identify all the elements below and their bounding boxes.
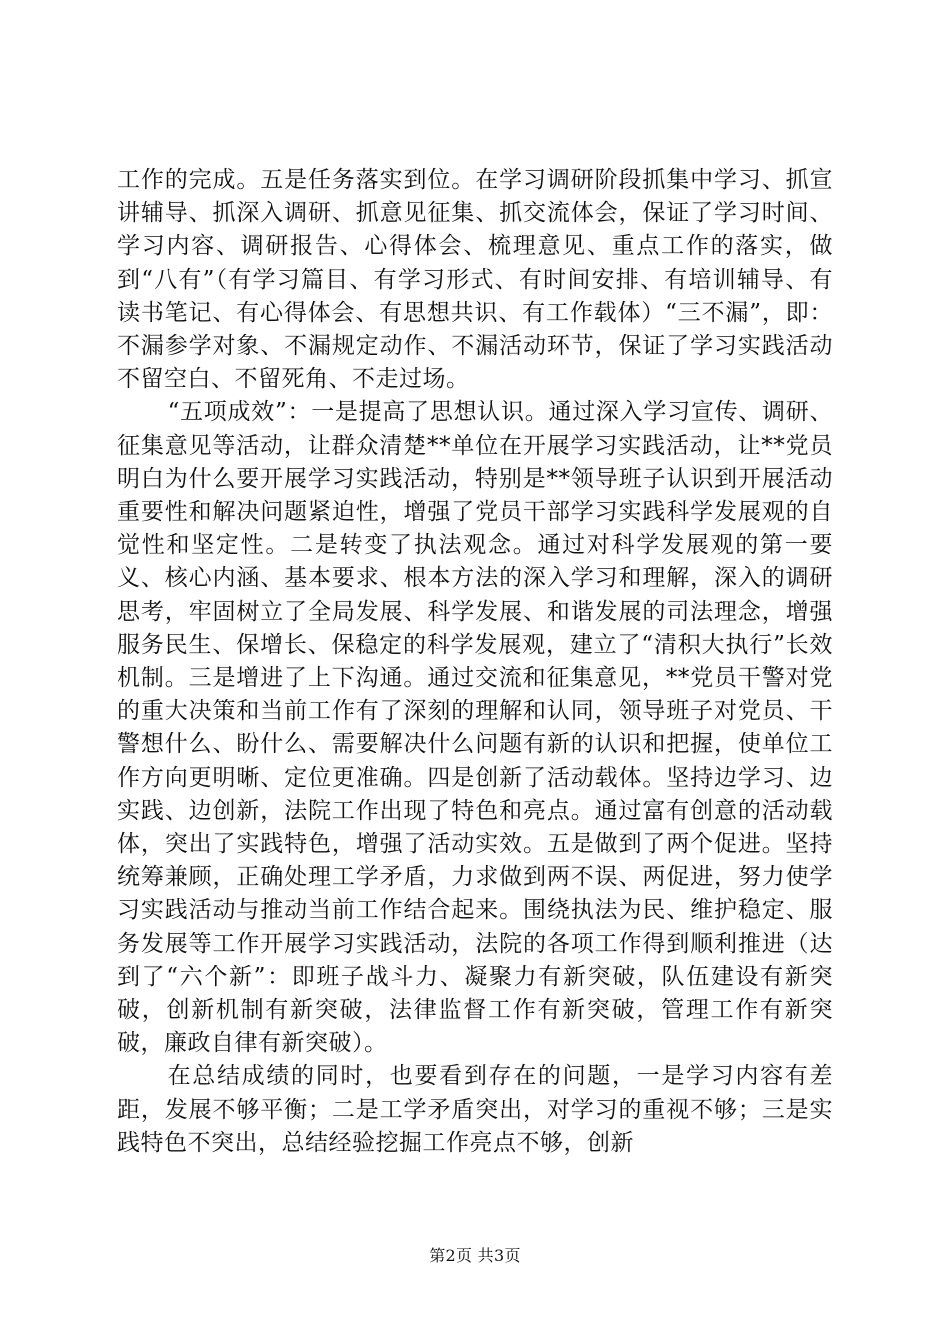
paragraph-1: 工作的完成。五是任务落实到位。在学习调研阶段抓集中学习、抓宣讲辅导、抓深入调研、抓意见征集、抓交流体会，保证了学习时间、学习内容、调研报告、心得体会、梳理意见、重点工作的落实，做到“八有”（有学习篇目、有学习形式、有时间安排、有培训辅导、有读书笔记、有心得体会、有思想共识、有工作载体）“三不漏”，即：不漏参学对象、不漏规定动作、不漏活动环节，保证了学习实践活动不留空白、不留死角、不走过场。 <box>117 167 833 393</box>
document-body <box>117 164 833 1160</box>
paragraph-2: “五项成效”：一是提高了思想认识。通过深入学习宣传、调研、征集意见等活动，让群众清楚**单位在开展学习实践活动，让**党员明白为什么要开展学习实践活动，特别是**领导班子认识到开展活动重要性和解决问题紧迫性，增强了党员干部学习实践科学发展观的自觉性和坚定性。二是转变了执法观念。通过对科学发展观的第一要义、核心内涵、基本要求、根本方法的深入学习和理解，深入的调研思考，牢固树立了全局发展、科学发展、和谐发展的司法理念，增强服务民生、保增长、保稳定的科学发展观，建立了“清积大执行”长效机制。三是增进了上下沟通。通过交流和征集意见，**党员干警对党的重大决策和当前工作有了深刻的理解和认同，领导班子对党员、干警想什么、盼什么、需要解决什么问题有新的认识和把握，使单位工作方向更明晰、定位更准确。四是创新了活动载体。坚持边学习、边实践、边创新，法院工作出现了特色和亮点。通过富有创意的活动载体，突出了实践特色，增强了活动实效。五是做到了两个促进。坚持统筹兼顾，正确处理工学矛盾，力求做到两不误、两促进，努力使学习实践活动与推动当前工作结合起来。围绕执法为民、维护稳定、服务发展等工作开展学习实践活动，法院的各项工作得到顺利推进（达到了“六个新”：即班子战斗力、凝聚力有新突破，队伍建设有新突破，创新机制有新突破，法律监督工作有新突破，管理工作有新突破，廉政自律有新突破）。 <box>117 399 833 1057</box>
paragraph-3: 在总结成绩的同时，也要看到存在的问题，一是学习内容有差距，发展不够平衡；二是工学矛盾突出，对学习的重视不够；三是实践特色不突出，总结经验挖掘工作亮点不够，创新 <box>117 1063 833 1156</box>
page-footer: 第2页 共3页 <box>429 1246 521 1265</box>
